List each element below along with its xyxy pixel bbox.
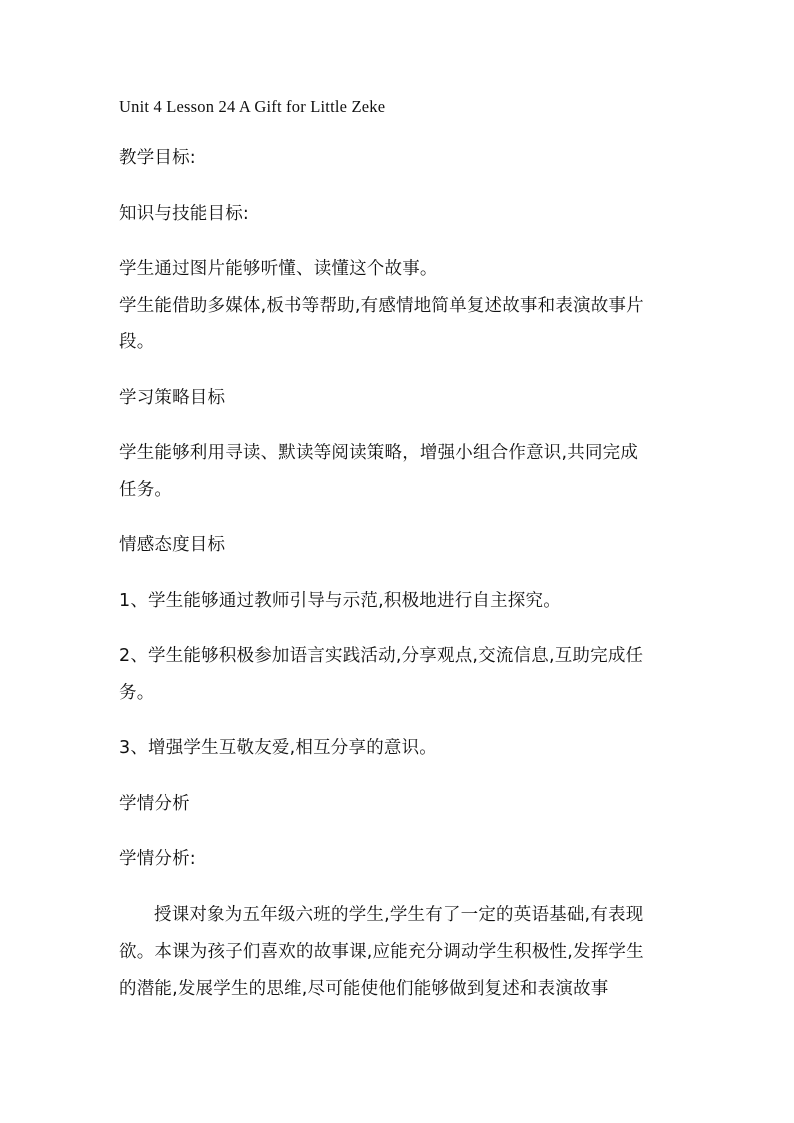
paragraph-line: 欲。本课为孩子们喜欢的故事课,应能充分调动学生积极性,发挥学生 (119, 942, 644, 962)
paragraph-line: 授课对象为五年级六班的学生,学生有了一定的英语基础,有表现 (154, 905, 644, 925)
document-title: Unit 4 Lesson 24 A Gift for Little Zeke (119, 97, 386, 116)
heading-emotion-attitude: 情感态度目标 (119, 535, 226, 555)
paragraph-line: 段。 (119, 332, 155, 352)
heading-student-analysis: 学情分析 (119, 794, 190, 814)
paragraph-line: 学生通过图片能够听懂、读懂这个故事。 (119, 259, 438, 279)
heading-learning-strategy: 学习策略目标 (119, 388, 226, 408)
paragraph-line: 学生能够利用寻读、默读等阅读策略，增强小组合作意识,共同完成 (119, 443, 639, 463)
paragraph-line: 任务。 (119, 480, 173, 500)
heading-knowledge-skills: 知识与技能目标: (119, 204, 249, 224)
list-item: 3、增强学生互敬友爱,相互分享的意识。 (119, 738, 437, 758)
list-item-continued: 务。 (119, 683, 155, 703)
list-item: 2、学生能够积极参加语言实践活动,分享观点,交流信息,互助完成任 (119, 646, 644, 666)
paragraph-line: 学生能借助多媒体,板书等帮助,有感情地简单复述故事和表演故事片 (119, 296, 644, 316)
heading-objectives: 教学目标: (119, 148, 196, 168)
paragraph-line: 的潜能,发展学生的思维,尽可能使他们能够做到复述和表演故事 (119, 979, 609, 999)
heading-student-analysis-sub: 学情分析: (119, 849, 196, 869)
list-item: 1、学生能够通过教师引导与示范,积极地进行自主探究。 (119, 591, 561, 611)
